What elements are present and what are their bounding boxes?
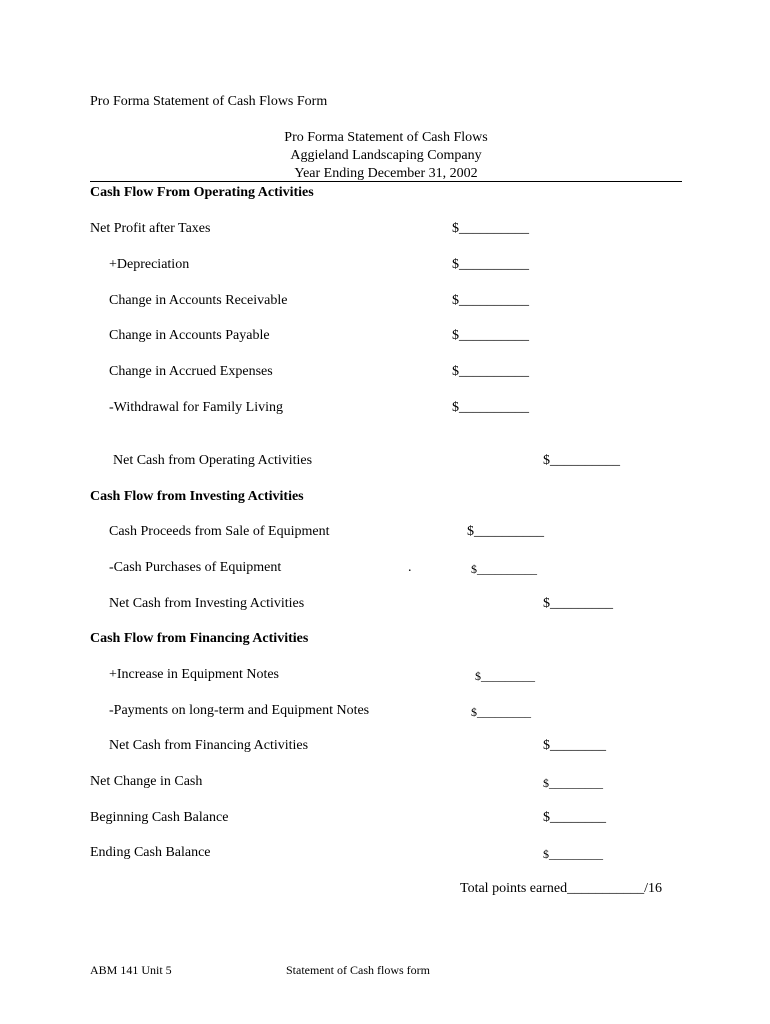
withdrawal-blank[interactable]: $__________ [452, 400, 529, 415]
accounts-payable-label: Change in Accounts Payable [109, 328, 270, 343]
footer-doc-name: Statement of Cash flows form [286, 963, 430, 977]
form-title: Pro Forma Statement of Cash Flows Form [90, 94, 328, 109]
beginning-balance-blank[interactable]: $________ [543, 810, 606, 825]
sale-proceeds-label: Cash Proceeds from Sale of Equipment [109, 524, 330, 539]
ending-balance-blank[interactable]: $_________ [543, 847, 603, 861]
net-cash-financing-blank[interactable]: $________ [543, 738, 606, 753]
period-label: Year Ending December 31, 2002 [294, 166, 478, 181]
net-cash-operating-label: Net Cash from Operating Activities [113, 453, 313, 468]
net-change-blank[interactable]: $_________ [543, 776, 603, 790]
net-profit-label: Net Profit after Taxes [90, 221, 211, 236]
net-cash-financing-label: Net Cash from Financing Activities [109, 738, 309, 753]
company-name: Aggieland Landscaping Company [290, 148, 482, 163]
net-cash-investing-blank[interactable]: $_________ [543, 596, 613, 611]
accrued-expenses-blank[interactable]: $__________ [452, 364, 529, 379]
depreciation-blank[interactable]: $__________ [452, 257, 529, 272]
footer-course: ABM 141 Unit 5 [90, 963, 172, 977]
financing-heading: Cash Flow from Financing Activities [90, 631, 309, 646]
operating-heading: Cash Flow From Operating Activities [90, 185, 314, 200]
equipment-purchases-blank[interactable]: $__________ [471, 562, 537, 576]
ending-balance-label: Ending Cash Balance [90, 845, 211, 860]
beginning-balance-label: Beginning Cash Balance [90, 810, 229, 825]
net-profit-blank[interactable]: $__________ [452, 221, 529, 236]
withdrawal-label: -Withdrawal for Family Living [109, 400, 284, 415]
net-cash-investing-label: Net Cash from Investing Activities [109, 596, 305, 611]
increase-notes-label: +Increase in Equipment Notes [109, 667, 280, 682]
net-change-label: Net Change in Cash [90, 774, 203, 789]
header-rule [90, 181, 682, 182]
equipment-purchases-label: -Cash Purchases of Equipment [109, 560, 282, 575]
accounts-payable-blank[interactable]: $__________ [452, 328, 529, 343]
accounts-receivable-blank[interactable]: $__________ [452, 293, 529, 308]
statement-title: Pro Forma Statement of Cash Flows [284, 130, 488, 145]
net-cash-operating-blank[interactable]: $__________ [543, 453, 620, 468]
total-points[interactable]: Total points earned___________/16 [460, 881, 662, 896]
sale-proceeds-blank[interactable]: $__________ [467, 524, 544, 539]
investing-heading: Cash Flow from Investing Activities [90, 489, 304, 504]
payments-notes-blank[interactable]: $_________ [471, 705, 531, 719]
depreciation-label: +Depreciation [109, 257, 190, 272]
equipment-purchases-dot: . [408, 560, 412, 575]
accounts-receivable-label: Change in Accounts Receivable [109, 293, 288, 308]
accrued-expenses-label: Change in Accrued Expenses [109, 364, 273, 379]
increase-notes-blank[interactable]: $_________ [475, 669, 535, 683]
payments-notes-label: -Payments on long-term and Equipment Notes [109, 703, 370, 718]
